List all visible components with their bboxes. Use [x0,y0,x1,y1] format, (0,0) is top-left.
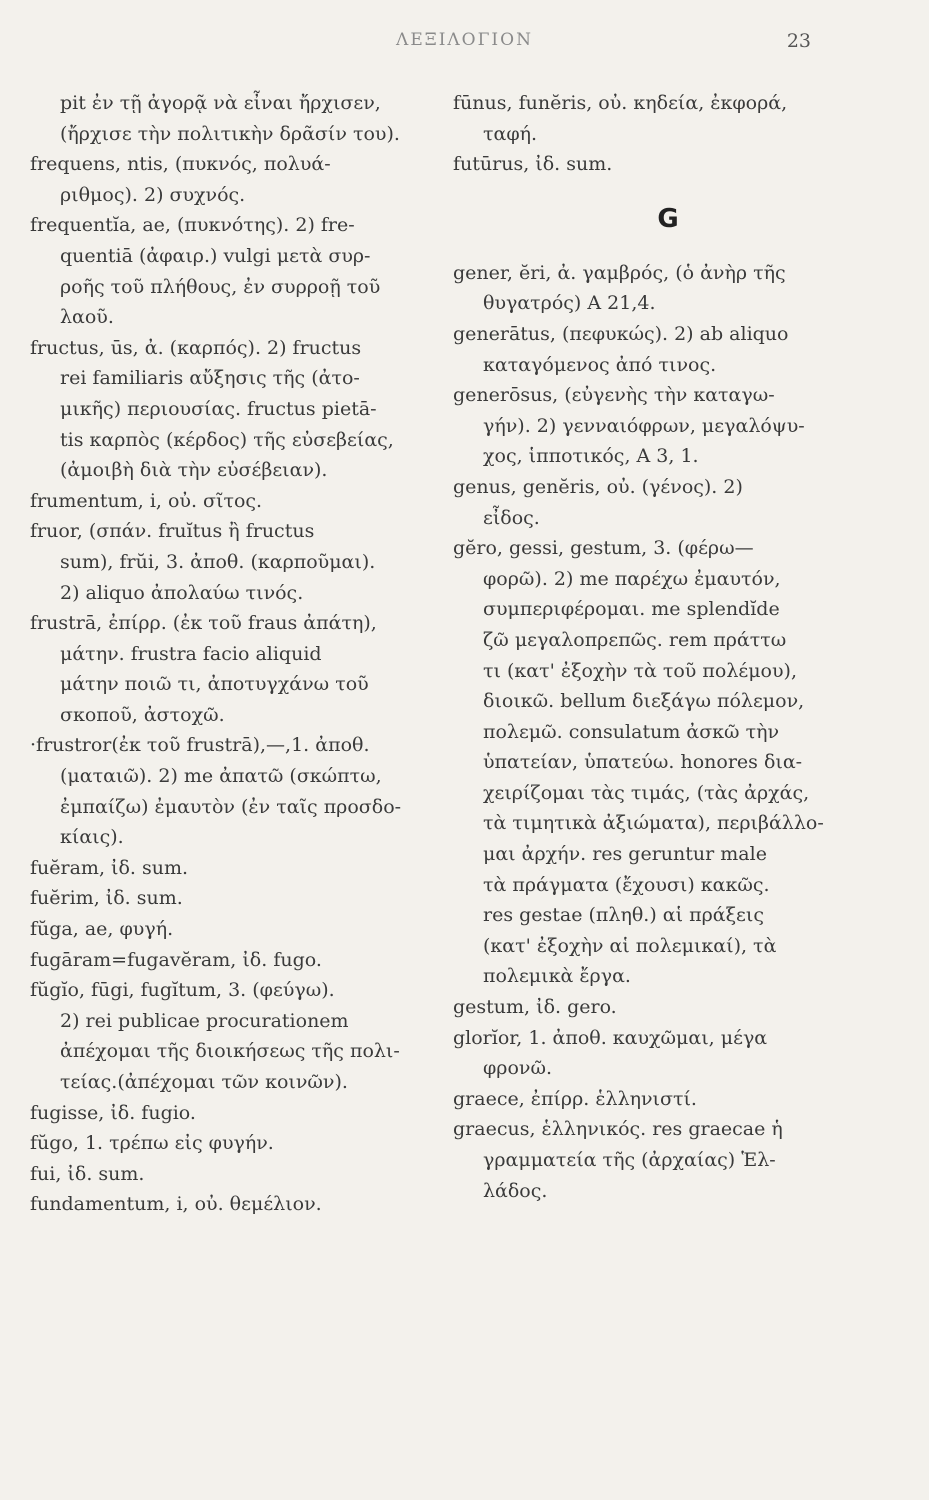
entry-line: (ἀμοιβὴ διὰ τὴν εὐσέβειαν). [60,459,328,482]
entry-line: ὑπατείαν, ὑπατεύω. honores δια- [483,751,803,774]
entry-line: γραμματεία τῆς (ἀρχαίας) Ἑλ- [483,1149,776,1171]
entry-line: ροῆς τοῦ πλήθους, ἐν συρροῇ τοῦ [60,275,381,298]
entry-line: θυγατρός) A 21,4. [483,292,656,315]
right-column [453,88,863,1206]
entry-line: fruor, (σπάν. fruĭtus ἢ fructus [30,520,315,543]
entry-line: glorĭor, 1. ἀποθ. καυχῶμαι, μέγα [453,1026,768,1049]
entry-line: genus, genĕris, οὐ. (γένος). 2) [453,475,743,498]
entry-line: futūrus, ἰδ. sum. [453,153,613,176]
entry-line: (κατ' ἐξοχὴν αἱ πολεμικαί), τὰ [483,934,777,957]
entry-line: ·frustror(ἐκ τοῦ frustrā),—,1. ἀποθ. [30,734,370,757]
entry-line: τὰ τιμητικὰ ἀξιώματα), περιβάλλο- [483,812,824,835]
left-column [30,88,430,1220]
entry-line: fuĕram, ἰδ. sum. [30,856,189,879]
entry-line: res gestae (πληθ.) αἱ πράξεις [483,904,764,927]
entry-line: frequentĭa, ae, (πυκνότης). 2) fre- [30,214,355,237]
entry-line: 2) aliquo ἀπολαύω τινός. [60,581,304,604]
entry-line: 2) rei publicae procurationem [60,1009,349,1032]
running-head: ΛΕΞΙΛΟΓΙΟΝ [396,30,533,50]
section-letter: G [657,203,679,234]
right-column-bottom [453,258,863,1206]
entry-line: ζῶ μεγαλοπρεπῶς. rem πράττω [483,628,787,651]
entry-line: ἐμπαίζω) ἐμαυτὸν (ἐν ταῖς προσδο- [60,795,402,818]
entry-line: ριθμος). 2) συχνός. [60,183,246,206]
entry-line: ἀπέχομαι τῆς διοικήσεως τῆς πολι- [60,1040,400,1063]
entry-line: fundamentum, i, οὐ. θεμέλιον. [30,1193,322,1216]
entry-line: gener, ĕri, ἀ. γαμβρός, (ὁ ἀνὴρ τῆς [453,261,786,284]
entry-line: pit ἐν τῇ ἀγορᾷ νὰ εἶναι ἤρχισεν, [60,92,381,114]
entry-line: graece, ἐπίρρ. ἑλληνιστί. [453,1087,697,1110]
entry-line: fūnus, funĕris, οὐ. κηδεία, ἐκφορά, [453,92,788,114]
entry-line: λαοῦ. [60,306,114,329]
entry-line: quentiā (ἀφαιρ.) vulgi μετὰ συρ- [60,244,371,267]
entry-line: χειρίζομαι τὰς τιμάς, (τὰς ἀρχάς, [483,781,810,804]
entry-line: εἶδος. [483,506,540,529]
entry-line: πολεμικὰ ἔργα. [483,965,631,988]
entry-line: fŭgĭo, fūgi, fugĭtum, 3. (φεύγω). [30,979,335,1002]
entry-line: fŭga, ae, φυγή. [30,918,174,941]
entry-line: generōsus, (εὐγενὴς τὴν καταγω- [453,384,775,407]
entry-line: διοικῶ. bellum διεξάγω πόλεμον, [483,690,805,713]
entry-line: χος, ἱπποτικός, A 3, 1. [483,445,699,468]
entry-line: frequens, ntis, (πυκνός, πολυά- [30,153,331,176]
entry-line: κίαις). [60,826,124,849]
entry-line: τείας.(ἀπέχομαι τῶν κοινῶν). [60,1071,348,1093]
entry-line: φορῶ). 2) me παρέχω ἐμαυτόν, [483,567,781,590]
entry-line: gĕro, gessi, gestum, 3. (φέρω— [453,537,754,560]
page-number: 23 [786,30,811,52]
entry-line: generātus, (πεφυκώς). 2) ab aliquo [453,322,789,345]
entry-line: πολεμῶ. consulatum ἀσκῶ τὴν [483,720,780,743]
entry-line: ταφή. [483,122,538,145]
entry-line: (ματαιῶ). 2) me ἀπατῶ (σκώπτω, [60,765,382,788]
entry-line: fugisse, ἰδ. fugio. [30,1101,196,1124]
right-column-top [453,88,863,180]
entry-line: graecus, ἑλληνικός. res graecae ἡ [453,1118,783,1141]
entry-line: τὰ πράγματα (ἔχουσι) κακῶς. [483,873,770,896]
entry-line: frustrā, ἐπίρρ. (ἐκ τοῦ fraus ἀπάτη), [30,612,377,635]
entry-line: μικῆς) περιουσίας. fructus pietā- [60,397,377,420]
entry-line: gestum, ἰδ. gero. [453,996,617,1019]
entry-line: μάτην ποιῶ τι, ἀποτυγχάνω τοῦ [60,673,369,696]
entry-line: μαι ἀρχήν. res geruntur male [483,843,767,866]
entry-line: fructus, ūs, ἀ. (καρπός). 2) fructus [30,336,362,359]
entry-line: μάτην. frustra facio aliquid [60,642,322,665]
entry-line: φρονῶ. [483,1057,552,1080]
entry-line: tis καρπὸς (κέρδος) τῆς εὐσεβείας, [60,428,394,451]
entry-line: rei familiaris αὔξησις τῆς (ἀτο- [60,367,360,390]
entry-line: καταγόμενος ἀπό τινος. [483,353,717,376]
entry-line: σκοποῦ, ἀστοχῶ. [60,703,225,726]
entry-line: fuĕrim, ἰδ. sum. [30,887,183,910]
entry-line: sum), frŭi, 3. ἀποθ. (καρποῦμαι). [60,550,376,573]
entry-line: fui, ἰδ. sum. [30,1162,145,1185]
entry-line: (ἤρχισε τὴν πολιτικὴν δρᾶσίν του). [60,122,400,145]
entry-line: λάδος. [483,1179,548,1202]
entry-line: συμπεριφέρομαι. me splendĭde [483,598,780,621]
entry-line: γήν). 2) γενναιόφρων, μεγαλόψυ- [483,414,805,437]
entry-line: frumentum, i, οὐ. σῖτος. [30,489,263,512]
entry-line: τι (κατ' ἐξοχὴν τὰ τοῦ πολέμου), [483,659,798,682]
entry-line: fŭgo, 1. τρέπω εἰς φυγήν. [30,1132,274,1155]
entry-line: fugāram=fugavĕram, ἰδ. fugo. [30,948,322,971]
